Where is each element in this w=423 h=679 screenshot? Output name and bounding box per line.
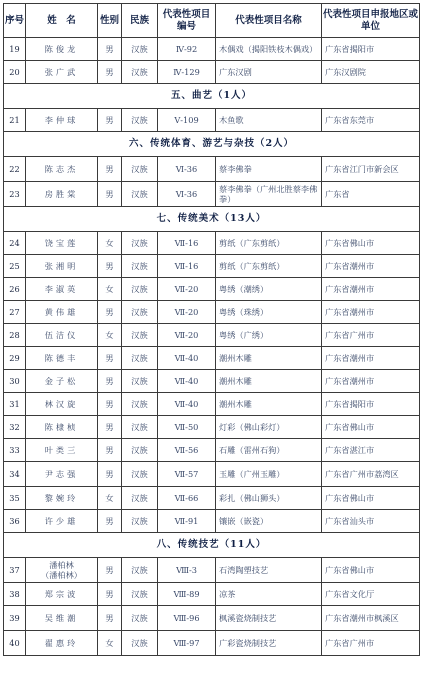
cell-name: 尹志强: [26, 462, 98, 487]
cell-gender: 男: [98, 439, 122, 462]
table-row: [4, 439, 420, 462]
cell-index: 32: [4, 416, 26, 439]
cell-gender: 男: [98, 393, 122, 416]
cell-index: 19: [4, 38, 26, 61]
cell-gender: 男: [98, 416, 122, 439]
cell-region: 广东省潮州市: [322, 301, 420, 324]
cell-index: 29: [4, 347, 26, 370]
section-header-row: [4, 84, 420, 109]
cell-project-name: 石湾陶塑技艺: [216, 558, 322, 583]
header-row: [4, 4, 420, 38]
cell-project-name: 粤绣（珠绣）: [216, 301, 322, 324]
cell-region: 广东省佛山市: [322, 487, 420, 510]
cell-project-code: Ⅳ-129: [158, 61, 216, 84]
table-row: [4, 301, 420, 324]
cell-project-code: Ⅳ-92: [158, 38, 216, 61]
table-row: [4, 558, 420, 583]
cell-name: 陈棣桢: [26, 416, 98, 439]
cell-ethnicity: 汉族: [122, 301, 158, 324]
cell-ethnicity: 汉族: [122, 439, 158, 462]
cell-ethnicity: 汉族: [122, 510, 158, 533]
cell-gender: 男: [98, 61, 122, 84]
cell-project-code: Ⅵ-36: [158, 182, 216, 207]
section-title: 六、传统体育、游艺与杂技（2人）: [4, 132, 420, 157]
table-row: [4, 182, 420, 207]
cell-index: 40: [4, 631, 26, 656]
cell-gender: 男: [98, 109, 122, 132]
cell-project-name: 剪纸（广东剪纸）: [216, 255, 322, 278]
cell-name: 叶类三: [26, 439, 98, 462]
table-row: [4, 416, 420, 439]
cell-project-name: 木偶戏（揭阳铁枝木偶戏）: [216, 38, 322, 61]
cell-project-name: 灯彩（佛山彩灯）: [216, 416, 322, 439]
cell-region: 广东省汕头市: [322, 510, 420, 533]
cell-project-name: 彩扎（佛山狮头）: [216, 487, 322, 510]
heritage-inheritors-table-sheet: [3, 3, 419, 677]
inheritors-table: [3, 3, 420, 656]
table-row: [4, 462, 420, 487]
cell-project-name: 粤绣（潮绣）: [216, 278, 322, 301]
section-title: 五、曲艺（1人）: [4, 84, 420, 109]
header-index: 序号: [4, 4, 26, 38]
cell-ethnicity: 汉族: [122, 324, 158, 347]
cell-gender: 男: [98, 347, 122, 370]
cell-name: 张广武: [26, 61, 98, 84]
section-header-row: [4, 132, 420, 157]
cell-index: 27: [4, 301, 26, 324]
table-row: [4, 487, 420, 510]
cell-project-name: 石雕（雷州石狗）: [216, 439, 322, 462]
cell-ethnicity: 汉族: [122, 347, 158, 370]
cell-index: 31: [4, 393, 26, 416]
header-gender: 性别: [98, 4, 122, 38]
cell-project-name: 蔡李佛拳: [216, 157, 322, 182]
cell-region: 广东省潮州市: [322, 255, 420, 278]
table-row: [4, 370, 420, 393]
cell-region: 广东省佛山市: [322, 232, 420, 255]
cell-project-name: 木鱼歌: [216, 109, 322, 132]
header-project-name: 代表性项目名称: [216, 4, 322, 38]
cell-gender: 男: [98, 583, 122, 606]
cell-project-name: 凉茶: [216, 583, 322, 606]
cell-project-code: Ⅶ-20: [158, 301, 216, 324]
cell-name: 陈俊龙: [26, 38, 98, 61]
cell-ethnicity: 汉族: [122, 558, 158, 583]
table-row: [4, 324, 420, 347]
cell-index: 34: [4, 462, 26, 487]
header-project-code: 代表性项目编号: [158, 4, 216, 38]
cell-project-code: Ⅷ-97: [158, 631, 216, 656]
section-title: 八、传统技艺（11人）: [4, 533, 420, 558]
cell-name: 陈德丰: [26, 347, 98, 370]
cell-project-name: 潮州木雕: [216, 393, 322, 416]
table-row: [4, 255, 420, 278]
table-row: [4, 38, 420, 61]
cell-ethnicity: 汉族: [122, 61, 158, 84]
cell-gender: 男: [98, 370, 122, 393]
cell-name: 郑宗波: [26, 583, 98, 606]
cell-project-name: 广彩瓷烧制技艺: [216, 631, 322, 656]
cell-region: 广东省揭阳市: [322, 38, 420, 61]
cell-name: 张湘明: [26, 255, 98, 278]
cell-name: 林汉旋: [26, 393, 98, 416]
cell-project-name: 玉雕（广州玉雕）: [216, 462, 322, 487]
table-row: [4, 232, 420, 255]
cell-index: 22: [4, 157, 26, 182]
cell-project-name: 枫溪瓷烧制技艺: [216, 606, 322, 631]
table-row: [4, 606, 420, 631]
cell-gender: 男: [98, 301, 122, 324]
cell-ethnicity: 汉族: [122, 631, 158, 656]
cell-region: 广东省潮州市: [322, 278, 420, 301]
cell-region: 广东省: [322, 182, 420, 207]
cell-project-code: Ⅶ-16: [158, 255, 216, 278]
cell-project-code: Ⅶ-20: [158, 324, 216, 347]
cell-ethnicity: 汉族: [122, 606, 158, 631]
section-title: 七、传统美术（13人）: [4, 207, 420, 232]
cell-name: 黎婉玲: [26, 487, 98, 510]
cell-project-code: Ⅷ-96: [158, 606, 216, 631]
cell-region: 广东省文化厅: [322, 583, 420, 606]
cell-project-code: Ⅶ-40: [158, 393, 216, 416]
cell-project-code: Ⅶ-16: [158, 232, 216, 255]
cell-index: 39: [4, 606, 26, 631]
table-row: [4, 61, 420, 84]
cell-name: 许少雄: [26, 510, 98, 533]
cell-ethnicity: 汉族: [122, 255, 158, 278]
cell-project-name: 广东汉剧: [216, 61, 322, 84]
cell-name: 陈志杰: [26, 157, 98, 182]
table-body: [4, 38, 420, 656]
cell-gender: 男: [98, 255, 122, 278]
cell-ethnicity: 汉族: [122, 157, 158, 182]
cell-index: 26: [4, 278, 26, 301]
cell-project-code: Ⅶ-20: [158, 278, 216, 301]
cell-project-name: 粤绣（广绣）: [216, 324, 322, 347]
cell-ethnicity: 汉族: [122, 38, 158, 61]
cell-name: 李仲球: [26, 109, 98, 132]
cell-project-name: 潮州木雕: [216, 370, 322, 393]
cell-project-code: Ⅶ-40: [158, 370, 216, 393]
cell-gender: 男: [98, 182, 122, 207]
table-row: [4, 109, 420, 132]
cell-ethnicity: 汉族: [122, 416, 158, 439]
header-ethnicity: 民族: [122, 4, 158, 38]
cell-project-code: Ⅵ-36: [158, 157, 216, 182]
cell-gender: 男: [98, 510, 122, 533]
cell-project-code: Ⅷ-3: [158, 558, 216, 583]
table-row: [4, 157, 420, 182]
cell-gender: 女: [98, 631, 122, 656]
section-header-row: [4, 207, 420, 232]
cell-name: 黄伟雄: [26, 301, 98, 324]
header-region: 代表性项目申报地区或单位: [322, 4, 420, 38]
cell-ethnicity: 汉族: [122, 370, 158, 393]
cell-region: 广东省揭阳市: [322, 393, 420, 416]
table-row: [4, 510, 420, 533]
cell-name: 金子松: [26, 370, 98, 393]
cell-ethnicity: 汉族: [122, 182, 158, 207]
cell-gender: 女: [98, 487, 122, 510]
cell-name: 潘柏林 （潘柏林）: [26, 558, 98, 583]
cell-ethnicity: 汉族: [122, 487, 158, 510]
cell-project-code: Ⅶ-50: [158, 416, 216, 439]
cell-region: 广东省东莞市: [322, 109, 420, 132]
cell-gender: 男: [98, 38, 122, 61]
cell-project-code: Ⅶ-91: [158, 510, 216, 533]
cell-region: 广东省广州市荔湾区: [322, 462, 420, 487]
cell-name: 吴维潮: [26, 606, 98, 631]
cell-region: 广东省江门市新会区: [322, 157, 420, 182]
cell-index: 28: [4, 324, 26, 347]
cell-project-code: Ⅴ-109: [158, 109, 216, 132]
cell-index: 25: [4, 255, 26, 278]
cell-index: 23: [4, 182, 26, 207]
table-row: [4, 347, 420, 370]
cell-gender: 男: [98, 462, 122, 487]
cell-index: 35: [4, 487, 26, 510]
cell-region: 广东汉剧院: [322, 61, 420, 84]
cell-name: 翟惠玲: [26, 631, 98, 656]
cell-ethnicity: 汉族: [122, 462, 158, 487]
cell-ethnicity: 汉族: [122, 583, 158, 606]
cell-region: 广东省潮州市枫溪区: [322, 606, 420, 631]
cell-project-code: Ⅶ-57: [158, 462, 216, 487]
cell-name: 李淑英: [26, 278, 98, 301]
cell-ethnicity: 汉族: [122, 232, 158, 255]
cell-name: 饶宝莲: [26, 232, 98, 255]
cell-project-code: Ⅶ-66: [158, 487, 216, 510]
cell-ethnicity: 汉族: [122, 393, 158, 416]
cell-region: 广东省广州市: [322, 631, 420, 656]
cell-project-name: 蔡李佛拳（广州北胜蔡李佛拳）: [216, 182, 322, 207]
cell-gender: 男: [98, 606, 122, 631]
cell-region: 广东省佛山市: [322, 558, 420, 583]
cell-index: 24: [4, 232, 26, 255]
cell-gender: 女: [98, 232, 122, 255]
cell-index: 36: [4, 510, 26, 533]
cell-project-code: Ⅷ-89: [158, 583, 216, 606]
cell-gender: 女: [98, 324, 122, 347]
cell-ethnicity: 汉族: [122, 109, 158, 132]
cell-index: 38: [4, 583, 26, 606]
section-header-row: [4, 533, 420, 558]
cell-index: 30: [4, 370, 26, 393]
cell-region: 广东省佛山市: [322, 416, 420, 439]
cell-project-code: Ⅶ-56: [158, 439, 216, 462]
cell-region: 广东省潮州市: [322, 370, 420, 393]
cell-project-name: 镶嵌（嵌瓷）: [216, 510, 322, 533]
cell-index: 37: [4, 558, 26, 583]
cell-name: 伍洁仪: [26, 324, 98, 347]
cell-region: 广东省湛江市: [322, 439, 420, 462]
cell-gender: 女: [98, 278, 122, 301]
cell-index: 20: [4, 61, 26, 84]
cell-project-name: 剪纸（广东剪纸）: [216, 232, 322, 255]
table-row: [4, 583, 420, 606]
cell-gender: 男: [98, 157, 122, 182]
cell-region: 广东省潮州市: [322, 347, 420, 370]
table-row: [4, 631, 420, 656]
cell-index: 21: [4, 109, 26, 132]
cell-index: 33: [4, 439, 26, 462]
cell-project-code: Ⅶ-40: [158, 347, 216, 370]
cell-ethnicity: 汉族: [122, 278, 158, 301]
cell-gender: 男: [98, 558, 122, 583]
cell-name: 房胜棠: [26, 182, 98, 207]
header-name: 姓 名: [26, 4, 98, 38]
table-row: [4, 278, 420, 301]
cell-region: 广东省广州市: [322, 324, 420, 347]
table-row: [4, 393, 420, 416]
cell-project-name: 潮州木雕: [216, 347, 322, 370]
